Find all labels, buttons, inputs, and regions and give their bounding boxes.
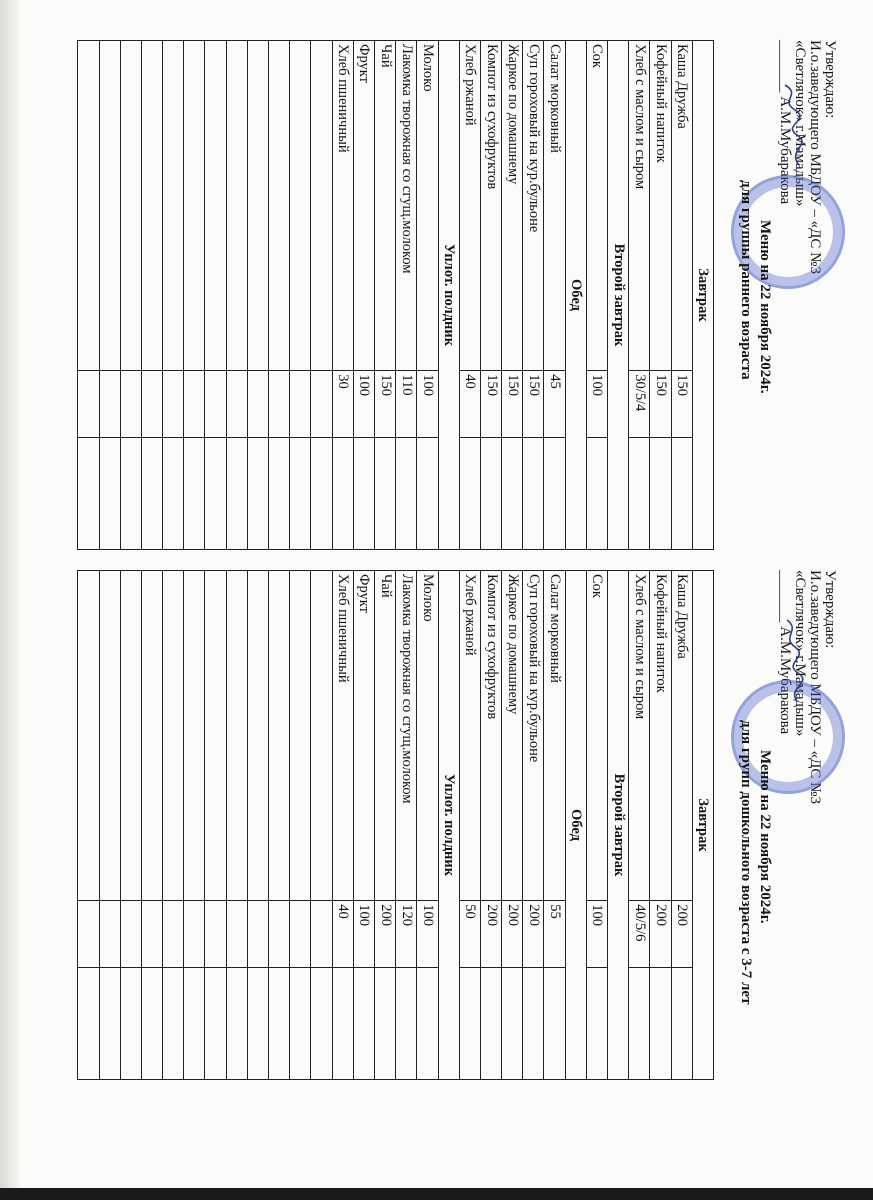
dish-name: Хлеб пшеничный	[332, 41, 353, 371]
dish-amount: 150	[502, 371, 523, 438]
dish-name: Сок	[586, 41, 607, 371]
approval-signature-line: _______ А.М.Мубаракова	[777, 40, 793, 205]
dish-amount: 30/5/4	[629, 371, 650, 438]
dish-amount: 150	[480, 371, 501, 438]
table-row	[353, 571, 374, 1080]
approval-line: И.о.заведующего МБДОУ – «ДС №3	[807, 40, 823, 274]
menu-early-age	[37, 40, 837, 550]
dish-amount: 200	[671, 901, 692, 968]
table-row	[417, 571, 438, 1080]
table-row	[332, 571, 353, 1080]
empty-row	[247, 571, 268, 1080]
dish-amount: 200	[375, 901, 396, 968]
dish-amount: 110	[396, 371, 417, 438]
empty-row	[290, 41, 311, 550]
menu-group: для группы раннего возраста	[738, 180, 754, 380]
dish-name: Кофейный напиток	[650, 41, 671, 371]
dish-name: Сок	[586, 571, 607, 901]
dish-name: Кофейный напиток	[650, 571, 671, 901]
menu-title: Меню на 22 ноября 2024г.	[757, 220, 773, 394]
empty-row	[78, 571, 99, 1080]
dish-name: Молоко	[417, 41, 438, 371]
dish-amount: 200	[650, 901, 671, 968]
table-row	[650, 571, 671, 1080]
dish-name: Компот из сухофруктов	[480, 571, 501, 901]
table-row	[523, 41, 544, 550]
dish-name: Суп гороховый на кур.бульоне	[523, 571, 544, 901]
section-title: Второй завтрак	[608, 41, 629, 550]
table-row	[417, 41, 438, 550]
menu-group: для групп дошкольного возраста с 3-7 лет	[738, 720, 754, 1005]
table-row	[586, 571, 607, 1080]
empty-row	[226, 571, 247, 1080]
table-row	[332, 41, 353, 550]
empty-row	[311, 41, 332, 550]
table-row	[396, 41, 417, 550]
table-row	[459, 41, 480, 550]
dish-name: Хлеб ржаной	[459, 571, 480, 901]
section-row	[565, 41, 586, 550]
dish-name: Салат морковный	[544, 571, 565, 901]
section-row	[438, 571, 459, 1080]
dish-name: Лакомка творожная со сгущ.молоком	[396, 571, 417, 901]
menu-table	[77, 40, 714, 550]
approval-line: «Светлячок» г.Мамадыш»	[792, 40, 808, 207]
table-row	[544, 571, 565, 1080]
rotated-menu-page	[37, 40, 837, 1100]
table-row	[523, 571, 544, 1080]
dish-amount: 100	[586, 371, 607, 438]
empty-row	[163, 571, 184, 1080]
dish-name: Молоко	[417, 571, 438, 901]
dish-amount: 100	[417, 901, 438, 968]
approval-line: Утверждаю:	[822, 570, 838, 649]
empty-row	[184, 571, 205, 1080]
scan-edge	[0, 0, 20, 1200]
menu-preschool-age	[37, 570, 837, 1080]
empty-row	[99, 41, 120, 550]
empty-row	[205, 571, 226, 1080]
table-row	[629, 571, 650, 1080]
dish-name: Жаркое по домашнему	[502, 571, 523, 901]
table-row	[502, 571, 523, 1080]
dish-amount: 30	[332, 371, 353, 438]
empty-row	[311, 571, 332, 1080]
section-row	[608, 571, 629, 1080]
section-title: Второй завтрак	[608, 571, 629, 1080]
dish-name: Жаркое по домашнему	[502, 41, 523, 371]
empty-row	[247, 41, 268, 550]
dish-name: Фрукт	[353, 41, 374, 371]
table-row	[375, 571, 396, 1080]
section-title: Завтрак	[692, 571, 713, 1080]
dish-amount: 100	[353, 371, 374, 438]
table-row	[502, 41, 523, 550]
section-row	[438, 41, 459, 550]
section-title: Завтрак	[692, 41, 713, 550]
table-row	[396, 571, 417, 1080]
dish-name: Суп гороховый на кур.бульоне	[523, 41, 544, 371]
approval-line: Утверждаю:	[822, 40, 838, 119]
empty-row	[99, 571, 120, 1080]
approval-line: «Светлячок» г.Мамадыш»	[792, 570, 808, 737]
signature	[777, 615, 807, 705]
empty-row	[141, 571, 162, 1080]
dish-name: Салат морковный	[544, 41, 565, 371]
dish-name: Каша Дружба	[671, 41, 692, 371]
section-row	[608, 41, 629, 550]
menu-header	[737, 40, 773, 550]
dish-name: Компот из сухофруктов	[480, 41, 501, 371]
section-row	[692, 41, 713, 550]
table-row	[671, 571, 692, 1080]
dish-amount: 200	[502, 901, 523, 968]
empty-row	[269, 41, 290, 550]
table-row	[375, 41, 396, 550]
dish-amount: 200	[523, 901, 544, 968]
table-row	[650, 41, 671, 550]
empty-row	[120, 41, 141, 550]
dish-amount: 45	[544, 371, 565, 438]
dish-amount: 150	[375, 371, 396, 438]
dish-amount: 120	[396, 901, 417, 968]
empty-row	[141, 41, 162, 550]
menu-header	[737, 570, 773, 1080]
section-row	[692, 571, 713, 1080]
empty-row	[120, 571, 141, 1080]
dish-name: Лакомка творожная со сгущ.молоком	[396, 41, 417, 371]
dish-name: Хлеб пшеничный	[332, 571, 353, 901]
dish-name: Чай	[375, 41, 396, 371]
dish-name: Хлеб ржаной	[459, 41, 480, 371]
dish-amount: 100	[586, 901, 607, 968]
empty-row	[269, 571, 290, 1080]
table-row	[671, 41, 692, 550]
approval-line: И.о.заведующего МБДОУ – «ДС №3	[807, 570, 823, 804]
dish-amount: 150	[523, 371, 544, 438]
approval-signature-line: _______ А.М.Мубаракова	[777, 570, 793, 735]
dish-name: Чай	[375, 571, 396, 901]
empty-row	[226, 41, 247, 550]
dish-name: Фрукт	[353, 571, 374, 901]
section-title: Обед	[565, 571, 586, 1080]
table-row	[459, 571, 480, 1080]
table-row	[586, 41, 607, 550]
table-row	[480, 571, 501, 1080]
dish-amount: 100	[353, 901, 374, 968]
section-title: Уплот. полдник	[438, 41, 459, 550]
menu-title: Меню на 22 ноября 2024г.	[757, 750, 773, 924]
dish-amount: 40	[332, 901, 353, 968]
dish-name: Хлеб с маслом и сыром	[629, 571, 650, 901]
dish-amount: 150	[650, 371, 671, 438]
empty-row	[78, 41, 99, 550]
dish-amount: 40/5/6	[629, 901, 650, 968]
empty-row	[205, 41, 226, 550]
empty-row	[184, 41, 205, 550]
empty-row	[290, 571, 311, 1080]
dish-name: Каша Дружба	[671, 571, 692, 901]
menu-table	[77, 570, 714, 1080]
dish-amount: 55	[544, 901, 565, 968]
dish-amount: 200	[480, 901, 501, 968]
dish-amount: 150	[671, 371, 692, 438]
table-row	[544, 41, 565, 550]
dish-name: Хлеб с маслом и сыром	[629, 41, 650, 371]
section-row	[565, 571, 586, 1080]
section-title: Уплот. полдник	[438, 571, 459, 1080]
dish-amount: 40	[459, 371, 480, 438]
table-row	[353, 41, 374, 550]
section-title: Обед	[565, 41, 586, 550]
dish-amount: 50	[459, 901, 480, 968]
table-row	[480, 41, 501, 550]
signature	[777, 80, 807, 170]
scan-bottom-edge	[0, 1188, 873, 1200]
dish-amount: 100	[417, 371, 438, 438]
table-row	[629, 41, 650, 550]
empty-row	[163, 41, 184, 550]
